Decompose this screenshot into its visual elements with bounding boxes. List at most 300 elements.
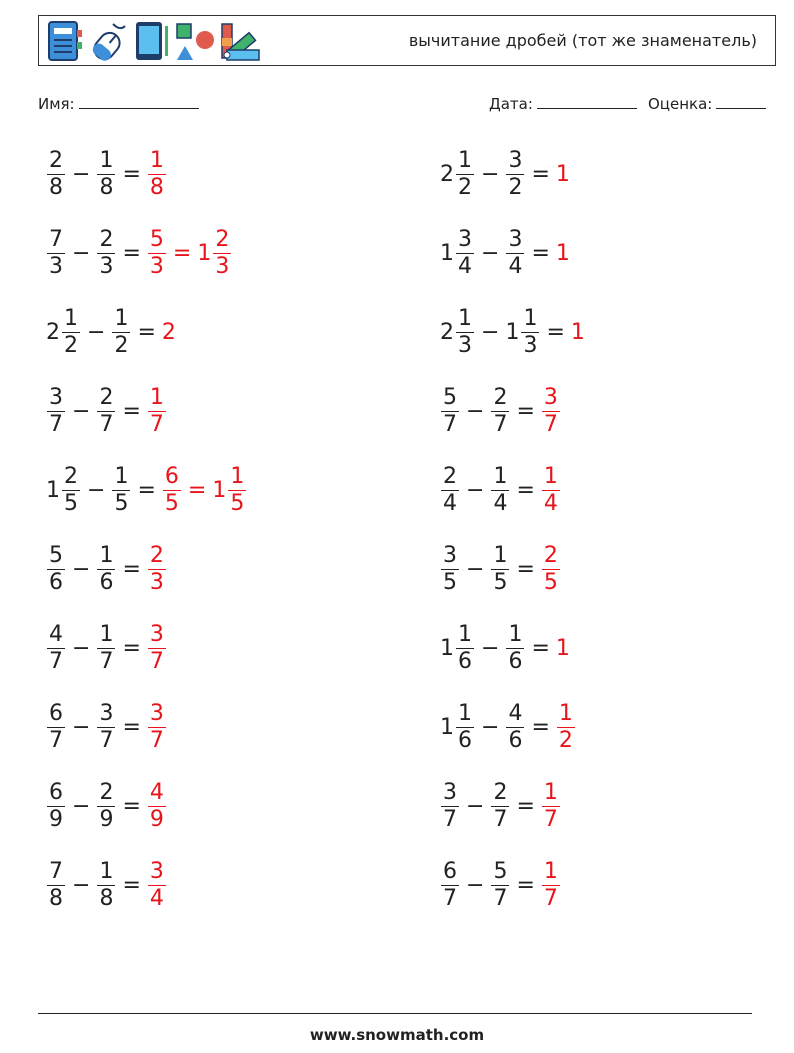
answer bbox=[571, 320, 586, 345]
date-field bbox=[489, 94, 637, 113]
subtrahend-number bbox=[505, 148, 525, 201]
answer-number bbox=[541, 464, 561, 517]
subtrahend-denominator: 4 bbox=[508, 253, 523, 279]
subtrahend-fraction bbox=[112, 464, 130, 517]
minuend-fraction bbox=[456, 227, 474, 280]
subtrahend-fraction bbox=[112, 306, 130, 359]
subtrahend-numerator: 1 bbox=[114, 463, 129, 489]
answer-denominator: 7 bbox=[543, 885, 558, 911]
name-field bbox=[38, 94, 199, 113]
minus-sign: − bbox=[481, 714, 500, 740]
answer-mixed-denominator: 3 bbox=[215, 253, 230, 279]
answer-denominator: 4 bbox=[149, 885, 164, 911]
grade-label: Оценка: bbox=[648, 95, 713, 113]
answer bbox=[147, 859, 167, 912]
subtrahend-denominator: 5 bbox=[114, 490, 129, 516]
subtrahend-denominator: 7 bbox=[493, 411, 508, 437]
minuend-numerator: 3 bbox=[458, 226, 472, 252]
subtrahend-fraction bbox=[491, 859, 509, 912]
minuend-denominator: 8 bbox=[49, 885, 63, 911]
answer-number bbox=[162, 464, 182, 517]
answer-number bbox=[147, 543, 167, 596]
subtrahend-number bbox=[505, 227, 525, 280]
answer bbox=[147, 701, 167, 754]
problem-left-1 bbox=[46, 144, 167, 204]
equals-sign: = bbox=[516, 398, 535, 424]
problem-right-1 bbox=[440, 144, 571, 204]
minuend-fraction bbox=[62, 464, 80, 517]
subtrahend-number bbox=[111, 306, 131, 359]
subtrahend-fraction bbox=[97, 701, 115, 754]
minuend-number bbox=[440, 306, 475, 359]
subtrahend-numerator: 1 bbox=[99, 147, 114, 173]
minuend-fraction bbox=[47, 622, 65, 675]
minus-sign: − bbox=[72, 714, 91, 740]
answer bbox=[556, 636, 571, 661]
subtrahend-number bbox=[96, 148, 116, 201]
subtrahend-denominator: 2 bbox=[508, 174, 523, 200]
subtrahend-numerator: 3 bbox=[99, 700, 114, 726]
minus-sign: − bbox=[466, 398, 485, 424]
subtrahend-denominator: 7 bbox=[99, 648, 114, 674]
minuend-numerator: 1 bbox=[458, 305, 472, 331]
answer-whole: 2 bbox=[161, 319, 176, 345]
minuend-fraction bbox=[47, 543, 65, 596]
answer-numerator: 2 bbox=[543, 542, 558, 568]
equals-sign: = bbox=[516, 793, 535, 819]
minuend-denominator: 7 bbox=[443, 411, 457, 437]
problem-left-2 bbox=[46, 223, 232, 283]
minuend-denominator: 6 bbox=[458, 648, 472, 674]
answer-equals-sign: = bbox=[187, 477, 207, 503]
minuend-fraction bbox=[62, 306, 80, 359]
minuend-numerator: 5 bbox=[443, 384, 457, 410]
answer-denominator: 3 bbox=[149, 253, 164, 279]
subtrahend-numerator: 1 bbox=[99, 621, 114, 647]
worksheet-header bbox=[38, 15, 776, 66]
minuend-fraction bbox=[47, 859, 65, 912]
minuend-numerator: 4 bbox=[49, 621, 63, 647]
minuend-fraction bbox=[47, 780, 65, 833]
problem-left-9 bbox=[46, 776, 167, 836]
equals-sign: = bbox=[516, 477, 535, 503]
minuend-numerator: 3 bbox=[49, 384, 63, 410]
answer bbox=[541, 859, 561, 912]
minuend-fraction bbox=[47, 701, 65, 754]
answer-fraction bbox=[542, 464, 560, 517]
minuend-fraction bbox=[47, 385, 65, 438]
answer-number bbox=[147, 227, 167, 280]
subtrahend-fraction bbox=[506, 622, 524, 675]
minuend-denominator: 7 bbox=[443, 806, 457, 832]
minuend-denominator: 7 bbox=[443, 885, 457, 911]
answer-fraction bbox=[148, 227, 166, 280]
minuend-number bbox=[440, 859, 460, 912]
answer-denominator: 7 bbox=[149, 648, 164, 674]
answer bbox=[556, 701, 576, 754]
answer-number bbox=[147, 859, 167, 912]
equals-sign: = bbox=[122, 240, 141, 266]
problem-left-8 bbox=[46, 697, 167, 757]
subtrahend-fraction bbox=[491, 385, 509, 438]
answer-numerator: 2 bbox=[149, 542, 164, 568]
answer-mixed-number bbox=[212, 464, 247, 517]
answer-fraction bbox=[542, 385, 560, 438]
subtrahend-denominator: 6 bbox=[99, 569, 114, 595]
subtrahend-numerator: 4 bbox=[508, 700, 523, 726]
minuend-fraction bbox=[441, 859, 459, 912]
subtrahend-number bbox=[111, 464, 131, 517]
minuend-number bbox=[440, 464, 460, 517]
name-label: Имя: bbox=[38, 95, 75, 113]
minuend-fraction bbox=[47, 148, 65, 201]
minus-sign: − bbox=[72, 872, 91, 898]
answer-whole: 1 bbox=[555, 161, 570, 187]
answer bbox=[541, 464, 561, 517]
minuend-numerator: 1 bbox=[458, 621, 472, 647]
equals-sign: = bbox=[531, 714, 550, 740]
subtrahend-fraction bbox=[506, 701, 524, 754]
equals-sign: = bbox=[137, 477, 156, 503]
minus-sign: − bbox=[466, 556, 485, 582]
minuend-numerator: 3 bbox=[443, 779, 457, 805]
equals-sign: = bbox=[546, 319, 565, 345]
subtrahend-numerator: 1 bbox=[99, 858, 114, 884]
answer-denominator: 9 bbox=[149, 806, 164, 832]
equals-sign: = bbox=[531, 240, 550, 266]
minus-sign: − bbox=[466, 793, 485, 819]
answer-fraction bbox=[542, 543, 560, 596]
minuend-number bbox=[440, 148, 475, 201]
subtrahend-denominator: 3 bbox=[99, 253, 114, 279]
minuend-number bbox=[440, 227, 475, 280]
minus-sign: − bbox=[87, 477, 106, 503]
equals-sign: = bbox=[531, 635, 550, 661]
date-blank bbox=[537, 94, 637, 109]
subtrahend-number bbox=[505, 306, 540, 359]
answer-number bbox=[147, 622, 167, 675]
minuend-fraction bbox=[441, 464, 459, 517]
minuend-number bbox=[440, 701, 475, 754]
subtrahend-denominator: 4 bbox=[493, 490, 508, 516]
minuend-denominator: 3 bbox=[458, 332, 472, 358]
minuend-denominator: 5 bbox=[443, 569, 457, 595]
subtrahend-number bbox=[96, 622, 116, 675]
subtrahend-fraction bbox=[521, 306, 539, 359]
answer-denominator: 5 bbox=[543, 569, 558, 595]
answer-numerator: 1 bbox=[558, 700, 573, 726]
answer-number bbox=[147, 780, 167, 833]
minuend-denominator: 2 bbox=[64, 332, 78, 358]
minuend-number bbox=[46, 859, 66, 912]
minuend-number bbox=[46, 148, 66, 201]
answer bbox=[147, 543, 167, 596]
problem-right-7 bbox=[440, 618, 571, 678]
answer bbox=[541, 543, 561, 596]
minuend-denominator: 7 bbox=[49, 648, 63, 674]
minuend-number bbox=[46, 622, 66, 675]
minuend-numerator: 1 bbox=[458, 147, 472, 173]
subtrahend-numerator: 2 bbox=[493, 779, 508, 805]
minuend-whole: 2 bbox=[46, 319, 60, 345]
answer-number bbox=[556, 636, 571, 661]
subtrahend-numerator: 3 bbox=[508, 147, 523, 173]
answer-fraction bbox=[148, 385, 166, 438]
subtrahend-number bbox=[96, 227, 116, 280]
minus-sign: − bbox=[466, 477, 485, 503]
problem-left-7 bbox=[46, 618, 167, 678]
answer-fraction bbox=[542, 780, 560, 833]
answer bbox=[147, 148, 167, 201]
minuend-fraction bbox=[441, 780, 459, 833]
minus-sign: − bbox=[72, 398, 91, 424]
minuend-denominator: 7 bbox=[49, 727, 63, 753]
answer-whole: 1 bbox=[555, 635, 570, 661]
problem-left-4 bbox=[46, 381, 167, 441]
subtrahend-denominator: 5 bbox=[493, 569, 508, 595]
answer-number bbox=[541, 385, 561, 438]
grade-field bbox=[648, 94, 766, 113]
minuend-denominator: 8 bbox=[49, 174, 63, 200]
subtrahend-numerator: 1 bbox=[493, 463, 508, 489]
subtrahend-fraction bbox=[97, 385, 115, 438]
equals-sign: = bbox=[137, 319, 156, 345]
minus-sign: − bbox=[87, 319, 106, 345]
subtrahend-numerator: 1 bbox=[523, 305, 538, 331]
answer-fraction bbox=[148, 701, 166, 754]
minuend-numerator: 1 bbox=[64, 305, 78, 331]
subtrahend-denominator: 7 bbox=[493, 885, 508, 911]
answer-mixed-whole: 1 bbox=[212, 477, 227, 503]
answer-number bbox=[541, 543, 561, 596]
subtrahend-numerator: 1 bbox=[508, 621, 523, 647]
problem-right-3 bbox=[440, 302, 586, 362]
equals-sign: = bbox=[122, 398, 141, 424]
answer-number bbox=[556, 241, 571, 266]
subtrahend-number bbox=[96, 859, 116, 912]
minuend-numerator: 6 bbox=[49, 779, 63, 805]
answer-numerator: 3 bbox=[543, 384, 558, 410]
answer-denominator: 4 bbox=[543, 490, 558, 516]
minuend-number bbox=[46, 385, 66, 438]
subtrahend-numerator: 2 bbox=[493, 384, 508, 410]
minuend-number bbox=[46, 227, 66, 280]
tablet-icon bbox=[133, 20, 171, 62]
answer bbox=[147, 780, 167, 833]
answer bbox=[147, 227, 232, 280]
answer-denominator: 7 bbox=[543, 411, 558, 437]
minus-sign: − bbox=[72, 793, 91, 819]
answer-numerator: 6 bbox=[164, 463, 179, 489]
answer bbox=[556, 162, 571, 187]
answer-mixed-fraction bbox=[213, 227, 231, 280]
minuend-fraction bbox=[456, 622, 474, 675]
minus-sign: − bbox=[481, 161, 500, 187]
footer-url: www.snowmath.com bbox=[309, 1026, 485, 1044]
answer-fraction bbox=[148, 148, 166, 201]
subtrahend-numerator: 2 bbox=[99, 384, 114, 410]
minuend-whole: 2 bbox=[440, 319, 454, 345]
minuend-number bbox=[440, 385, 460, 438]
minuend-fraction bbox=[456, 148, 474, 201]
minuend-whole: 1 bbox=[440, 714, 454, 740]
equals-sign: = bbox=[531, 161, 550, 187]
minuend-whole: 1 bbox=[46, 477, 60, 503]
problem-right-10 bbox=[440, 855, 561, 915]
answer-number bbox=[541, 780, 561, 833]
answer-denominator: 7 bbox=[149, 411, 164, 437]
minuend-whole: 1 bbox=[440, 240, 454, 266]
answer-fraction bbox=[148, 780, 166, 833]
answer-numerator: 1 bbox=[149, 147, 164, 173]
subtrahend-fraction bbox=[97, 622, 115, 675]
subtrahend-number bbox=[490, 859, 510, 912]
problem-right-9 bbox=[440, 776, 561, 836]
minus-sign: − bbox=[72, 635, 91, 661]
answer bbox=[556, 241, 571, 266]
minuend-fraction bbox=[441, 385, 459, 438]
subtrahend-numerator: 1 bbox=[493, 542, 508, 568]
equals-sign: = bbox=[122, 714, 141, 740]
answer-fraction bbox=[148, 622, 166, 675]
subtrahend-fraction bbox=[97, 859, 115, 912]
minuend-denominator: 4 bbox=[443, 490, 457, 516]
subtrahend-denominator: 2 bbox=[114, 332, 129, 358]
answer-mixed-whole: 1 bbox=[197, 240, 212, 266]
footer-divider bbox=[38, 1013, 752, 1014]
answer-numerator: 1 bbox=[543, 779, 558, 805]
answer-numerator: 3 bbox=[149, 621, 164, 647]
header-icons bbox=[45, 20, 261, 62]
minus-sign: − bbox=[72, 240, 91, 266]
minus-sign: − bbox=[481, 240, 500, 266]
subtrahend-fraction bbox=[97, 543, 115, 596]
answer-numerator: 1 bbox=[543, 858, 558, 884]
equals-sign: = bbox=[122, 556, 141, 582]
minuend-denominator: 6 bbox=[49, 569, 63, 595]
answer-mixed-denominator: 5 bbox=[230, 490, 245, 516]
minuend-denominator: 7 bbox=[49, 411, 63, 437]
name-blank bbox=[79, 94, 199, 109]
subtrahend-denominator: 7 bbox=[99, 411, 114, 437]
subtrahend-numerator: 2 bbox=[99, 226, 114, 252]
answer bbox=[147, 385, 167, 438]
subtrahend-fraction bbox=[491, 543, 509, 596]
answer-number bbox=[147, 701, 167, 754]
minuend-number bbox=[46, 780, 66, 833]
subtrahend-fraction bbox=[491, 780, 509, 833]
answer-number bbox=[147, 148, 167, 201]
minuend-numerator: 7 bbox=[49, 226, 63, 252]
subtrahend-number bbox=[96, 543, 116, 596]
minuend-fraction bbox=[441, 543, 459, 596]
mouse-icon bbox=[87, 20, 129, 62]
subtrahend-denominator: 7 bbox=[493, 806, 508, 832]
subtrahend-whole: 1 bbox=[505, 319, 520, 345]
subtrahend-fraction bbox=[97, 227, 115, 280]
minus-sign: − bbox=[72, 556, 91, 582]
subtrahend-number bbox=[505, 701, 525, 754]
minus-sign: − bbox=[481, 635, 500, 661]
subtrahend-number bbox=[490, 464, 510, 517]
minuend-whole: 2 bbox=[440, 161, 454, 187]
subtrahend-denominator: 8 bbox=[99, 174, 114, 200]
subtrahend-fraction bbox=[97, 148, 115, 201]
answer bbox=[162, 464, 247, 517]
minus-sign: − bbox=[481, 319, 500, 345]
answer-mixed-number bbox=[197, 227, 232, 280]
minuend-numerator: 2 bbox=[64, 463, 78, 489]
minuend-numerator: 2 bbox=[49, 147, 63, 173]
worksheet-title: вычитание дробей (тот же знаменатель) bbox=[408, 31, 757, 50]
minuend-numerator: 2 bbox=[443, 463, 457, 489]
problem-left-10 bbox=[46, 855, 167, 915]
problem-left-6 bbox=[46, 539, 167, 599]
problem-right-6 bbox=[440, 539, 561, 599]
answer bbox=[162, 320, 177, 345]
subtrahend-denominator: 9 bbox=[99, 806, 114, 832]
subtrahend-numerator: 1 bbox=[114, 305, 129, 331]
answer-denominator: 7 bbox=[149, 727, 164, 753]
answer-numerator: 3 bbox=[149, 858, 164, 884]
subtrahend-numerator: 2 bbox=[99, 779, 114, 805]
subtrahend-number bbox=[490, 780, 510, 833]
minuend-denominator: 5 bbox=[64, 490, 78, 516]
minuend-numerator: 7 bbox=[49, 858, 63, 884]
minuend-number bbox=[46, 306, 81, 359]
subtrahend-fraction bbox=[491, 464, 509, 517]
answer-whole: 1 bbox=[555, 240, 570, 266]
minuend-number bbox=[440, 543, 460, 596]
answer-mixed-numerator: 2 bbox=[215, 226, 230, 252]
problem-right-2 bbox=[440, 223, 571, 283]
answer-number bbox=[541, 859, 561, 912]
problem-right-4 bbox=[440, 381, 561, 441]
answer bbox=[147, 622, 167, 675]
answer-denominator: 2 bbox=[558, 727, 573, 753]
subtrahend-number bbox=[490, 543, 510, 596]
answer-number bbox=[556, 162, 571, 187]
subtrahend-number bbox=[505, 622, 525, 675]
answer-fraction bbox=[557, 701, 575, 754]
subtrahend-fraction bbox=[97, 780, 115, 833]
minuend-numerator: 6 bbox=[49, 700, 63, 726]
minus-sign: − bbox=[466, 872, 485, 898]
answer-fraction bbox=[148, 543, 166, 596]
minuend-denominator: 3 bbox=[49, 253, 63, 279]
equals-sign: = bbox=[122, 793, 141, 819]
answer-numerator: 1 bbox=[149, 384, 164, 410]
minuend-numerator: 3 bbox=[443, 542, 457, 568]
answer-numerator: 1 bbox=[543, 463, 558, 489]
minuend-number bbox=[46, 464, 81, 517]
minuend-denominator: 2 bbox=[458, 174, 472, 200]
answer-mixed-fraction bbox=[228, 464, 246, 517]
answer-number bbox=[147, 385, 167, 438]
minuend-denominator: 6 bbox=[458, 727, 472, 753]
shapes-icon bbox=[175, 20, 215, 62]
equals-sign: = bbox=[516, 556, 535, 582]
problem-left-5 bbox=[46, 460, 247, 520]
subtrahend-denominator: 3 bbox=[523, 332, 538, 358]
answer-number bbox=[571, 320, 586, 345]
minuend-fraction bbox=[456, 306, 474, 359]
minuend-number bbox=[46, 543, 66, 596]
subtrahend-denominator: 8 bbox=[99, 885, 114, 911]
answer bbox=[541, 385, 561, 438]
subtrahend-numerator: 5 bbox=[493, 858, 508, 884]
answer-denominator: 7 bbox=[543, 806, 558, 832]
